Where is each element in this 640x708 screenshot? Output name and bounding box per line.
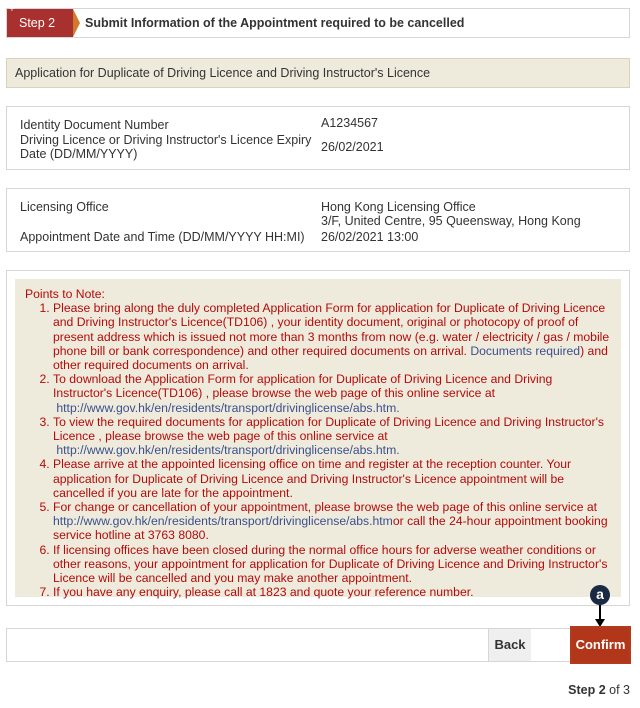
step-label: Step 2 — [19, 16, 56, 30]
id-doc-value: A1234567 — [321, 116, 379, 130]
annotation-arrow-icon — [595, 619, 605, 627]
datetime-value: 26/02/2021 13:00 — [321, 230, 419, 244]
note-1-tail: ) and other required documents on arrival. — [53, 343, 608, 373]
note-2-link[interactable]: http://www.gov.hk/en/residents/transport/drivinglicense/abs.htm. — [56, 400, 400, 415]
confirm-button[interactable]: Confirm — [572, 628, 629, 662]
office-address: 3/F, United Centre, 95 Queensway, Hong Kong — [321, 214, 581, 228]
note-5-link[interactable]: http://www.gov.hk/en/residents/transport/drivinglicense/abs.htm — [53, 514, 393, 529]
datetime-label: Appointment Date and Time (DD/MM/YYYY HH:MI) — [20, 230, 305, 244]
step-total: of 3 — [609, 683, 630, 697]
note-5-text: For change or cancellation of your appointment, please browse the web page of this online service at — [53, 500, 598, 515]
notes-box — [6, 270, 630, 606]
action-bar — [6, 628, 630, 662]
office-name: Hong Kong Licensing Office — [321, 200, 476, 214]
step-word: Step — [568, 683, 596, 697]
documents-required-link[interactable]: Documents required — [470, 343, 581, 358]
notes-list — [53, 301, 613, 599]
note-item-5 — [53, 500, 613, 543]
appointment-details-box — [6, 188, 630, 252]
application-title: Application for Duplicate of Driving Licence and Driving Instructor's Licence — [6, 58, 630, 88]
points-to-note — [15, 279, 621, 600]
step-title: Submit Information of the Appointment required to be cancelled — [85, 16, 465, 30]
note-item-2 — [53, 372, 613, 415]
expiry-label-line2: Date (DD/MM/YYYY) — [20, 147, 138, 161]
step-tab — [7, 4, 73, 37]
notes-heading: Points to Note: — [25, 287, 105, 301]
note-5-tail: or call the 24-hour appointment booking service hotline at 3763 8080. — [53, 514, 608, 543]
note-3-link[interactable]: http://www.gov.hk/en/residents/transport/drivinglicense/abs.htm. — [56, 443, 400, 458]
note-item-7: 7. If you have any enquiry, please call at 1823 and quote your reference number. — [53, 585, 613, 599]
step-counter — [568, 683, 630, 697]
note-2-text: To download the Application Form for application for Duplicate of Driving Licence and Driving Instructor's Licence(TD106) , please browse the web page of this online service at — [53, 372, 553, 401]
expiry-value: 26/02/2021 — [321, 140, 384, 154]
plus-icon: + — [9, 4, 15, 15]
annotation-marker: a — [590, 585, 610, 605]
note-item-4: 4. Please arrive at the appointed licensing office on time and register at the reception counter. Your application for Duplicate of Driving Licence and Driving Instructor's Licence appointment will be cancelled if you are late for the appointment. — [53, 457, 613, 500]
back-button[interactable]: Back — [488, 629, 531, 661]
office-label: Licensing Office — [20, 200, 109, 214]
note-item-3 — [53, 415, 613, 458]
note-item-6: 6. If licensing offices have been closed during the normal office hours for adverse weather conditions or other reasons, your appointment for application for Duplicate of Driving Licence and Driving Instructor's Licence will be cancelled and you may make another appointment. — [53, 543, 613, 586]
licence-details-box — [6, 106, 630, 170]
expiry-label-line1: Driving Licence or Driving Instructor's Licence Expiry — [20, 133, 312, 147]
step-current: 2 — [598, 683, 606, 697]
step-header — [6, 4, 630, 38]
note-item-1: 1. Please bring along the duly completed Application Form for application for Duplicate of Driving Licence and Driving Instructor's Licence(TD106) , your identity document, original or photocopy of proof of present address which is issued not more than 3 months from now (e.g. water / electricity / gas / mobile phone bill or bank correspondence) and other required documents on arrival. Documents required) and other required documents on arrival. — [53, 301, 613, 372]
id-doc-label: Identity Document Number — [20, 118, 169, 132]
note-3-text: To view the required documents for application for Duplicate of Driving Licence and Driving Instructor's Licence , please browse the web page of this online service at — [53, 414, 605, 444]
